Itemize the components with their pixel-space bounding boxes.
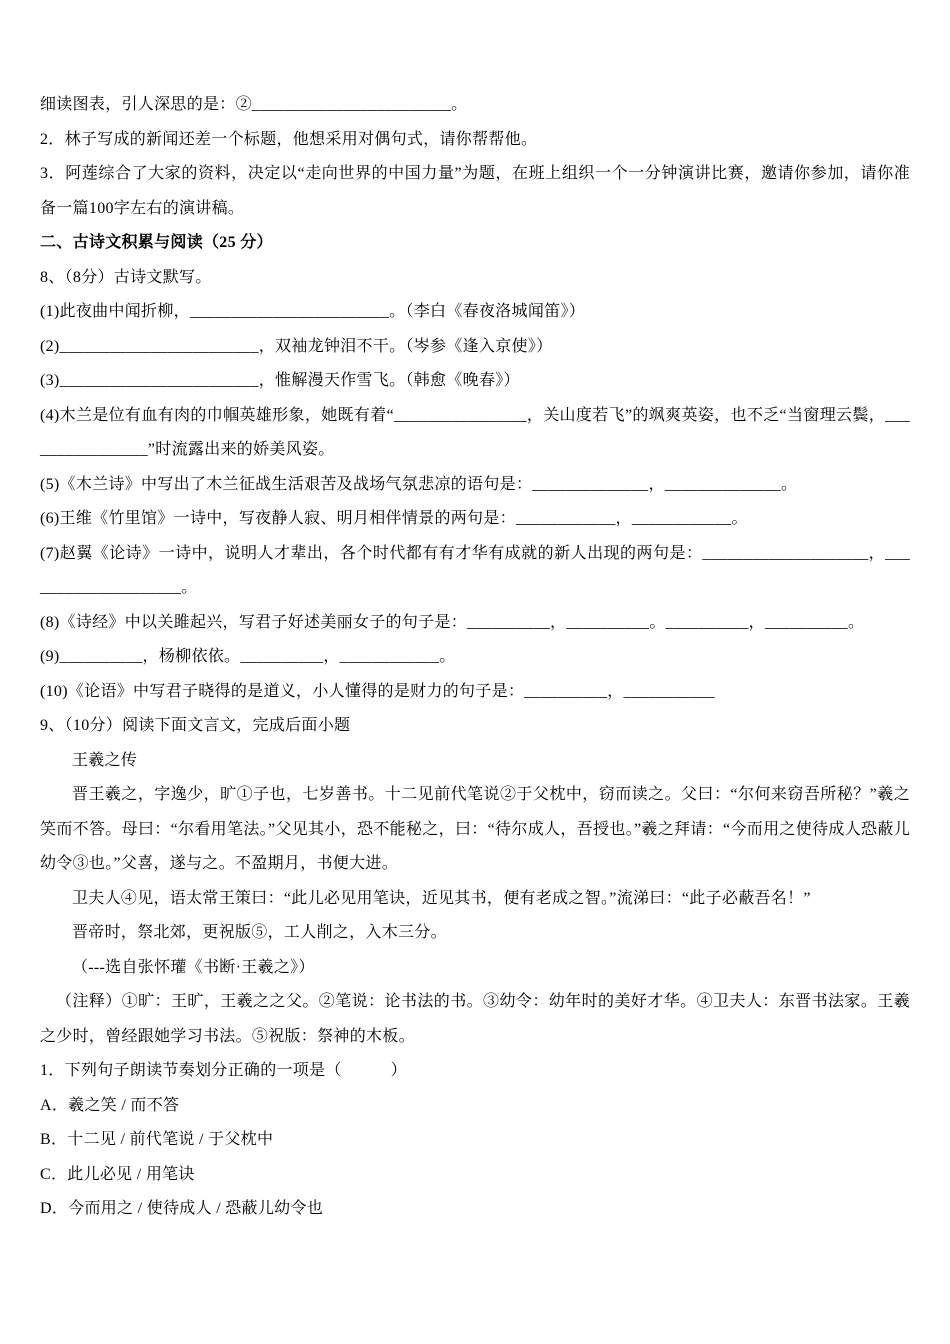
option-b: B．十二见 / 前代笔说 / 于父枕中 [40, 1131, 274, 1148]
question-8-item-6: (6)王维《竹里馆》一诗中，写夜静人寂、明月相伴情景的两句是：____________，____________。 [40, 510, 748, 527]
passage-paragraph-1: 晋王羲之，字逸少，旷①子也，七岁善书。十二见前代笔说②于父枕中，窃而读之。父曰：“尔何来窃吾所秘？”羲之笑而不答。母曰：“尔看用笔法。”父见其小，恐不能秘之，曰：“待尔成人，吾授也。”羲之拜请：“今而用之使待成人恐蔽儿幼令③也。”父喜，遂与之。不盈期月，书便大进。 [40, 786, 910, 872]
passage-paragraph-3: 晋帝时，祭北郊，更祝版⑤，工人削之，入木三分。 [72, 924, 447, 941]
question-2: 2．林子写成的新闻还差一个标题，他想采用对偶句式，请你帮帮他。 [40, 130, 538, 148]
question-8-item-4: (4)木兰是位有血有肉的巾帼英雄形象，她既有着“________________，关山度若飞”的飒爽英姿，也不乏“当窗理云鬓，________________”时流露出来的娇美风姿。 [40, 406, 910, 458]
section-2-heading: 二、古诗文积累与阅读（25 分） [40, 234, 273, 251]
passage-paragraph-2: 卫夫人④见，语太常王策曰：“此儿必见用笔诀，近见其书，便有老成之智。”流涕曰：“此子必蔽吾名！” [72, 889, 811, 907]
passage-source: （---选自张怀瓘《书断·王羲之》） [72, 958, 315, 976]
option-c: C．此儿必见 / 用笔诀 [40, 1165, 195, 1183]
question-8-item-7: (7)赵翼《论诗》一诗中，说明人才辈出，各个时代都有有才华有成就的新人出现的两句是：____________________，____________________。 [40, 544, 910, 596]
fill-blank-line: 细读图表，引人深思的是：②________________________。 [40, 96, 468, 113]
passage-title: 王羲之传 [72, 751, 138, 769]
question-8-item-1: (1)此夜曲中闻折柳，________________________。（李白《春夜洛城闻笛》） [40, 303, 586, 320]
question-8-item-2: (2)________________________，双袖龙钟泪不干。（岑参《逢入京使》） [40, 337, 553, 355]
option-a: A．羲之笑 / 而不答 [40, 1096, 180, 1114]
question-8-item-10: (10)《论语》中写君子晓得的是道义，小人懂得的是财力的句子是：__________，___________ [40, 682, 715, 700]
question-8-item-9: (9)__________，杨柳依依。__________，____________。 [40, 648, 456, 665]
question-9-heading: 9、（10分）阅读下面文言文，完成后面小题 [40, 717, 351, 734]
question-8-item-3: (3)________________________，惟解漫天作雪飞。（韩愈《晚春》） [40, 372, 520, 389]
question-9-sub-1: 1．下列句子朗读节奏划分正确的一项是（ ） [40, 1062, 407, 1079]
passage-notes: （注释）①旷：王旷，王羲之之父。②笔说：论书法的书。③幼令：幼年时的美好才华。④卫夫人：东晋书法家。王羲之少时，曾经跟她学习书法。⑤祝版：祭神的木板。 [40, 993, 910, 1045]
question-8-heading: 8、（8分）古诗文默写。 [40, 268, 212, 286]
question-3: 3．阿莲综合了大家的资料，决定以“走向世界的中国力量”为题，在班上组织一个一分钟演讲比赛，邀请你参加，请你准备一篇100字左右的演讲稿。 [40, 165, 910, 217]
question-8-item-5: (5)《木兰诗》中写出了木兰征战生活艰苦及战场气氛悲凉的语句是：______________，______________。 [40, 475, 798, 493]
question-8-item-8: (8)《诗经》中以关雎起兴，写君子好述美丽女子的句子是：__________，__________。__________，__________。 [40, 613, 865, 631]
option-d: D．今而用之 / 使待成人 / 恐蔽儿幼令也 [40, 1200, 324, 1217]
